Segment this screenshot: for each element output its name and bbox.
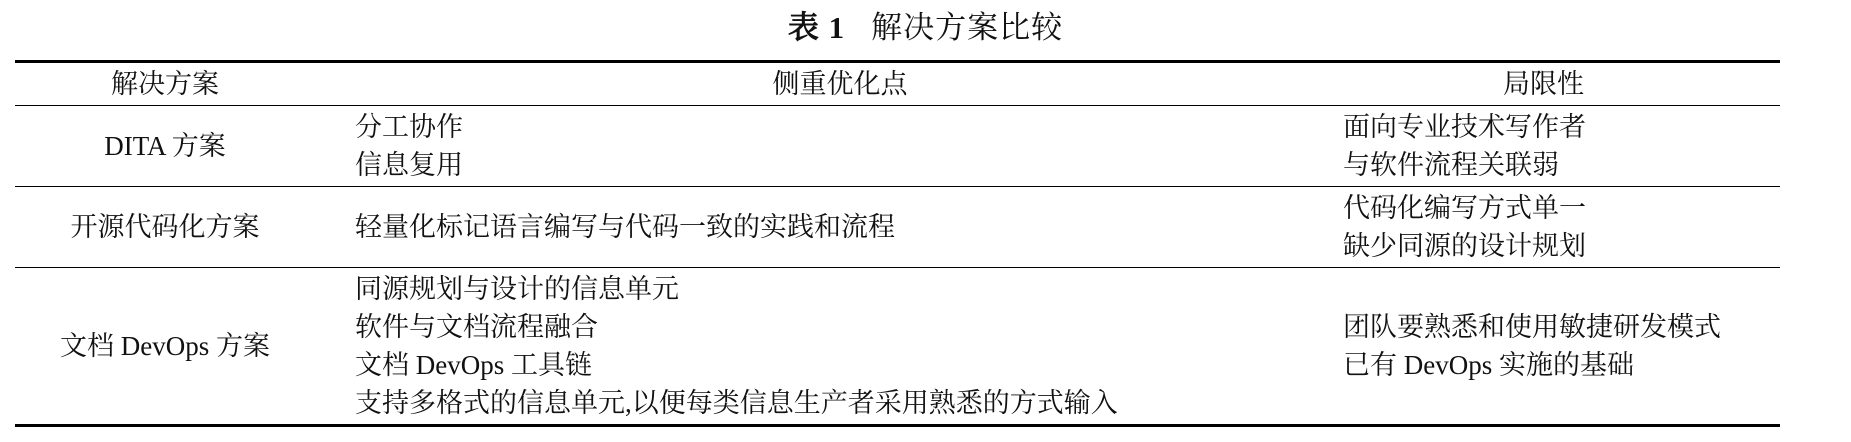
table-row-open-source: [15, 187, 1780, 268]
limitation-item: 已有 DevOps 实施的基础: [1343, 350, 1634, 380]
table-row-dita: [15, 106, 1780, 187]
cell-focus: [315, 187, 1325, 268]
limitation-item: 缺少同源的设计规划: [1343, 231, 1586, 261]
comparison-table: [15, 60, 1780, 427]
focus-item: 轻量化标记语言编写与代码一致的实践和流程: [355, 212, 895, 242]
limitation-item: 与软件流程关联弱: [1343, 150, 1559, 180]
cell-limitation: [1325, 187, 1780, 268]
cell-limitation: [1325, 106, 1780, 187]
focus-item: 信息复用: [355, 150, 463, 180]
header-limitation: 局限性: [1325, 62, 1780, 106]
focus-item: 同源规划与设计的信息单元: [355, 274, 679, 304]
header-focus: 侧重优化点: [315, 62, 1325, 106]
table-caption: [0, 6, 1851, 50]
cell-limitation: [1325, 268, 1780, 426]
focus-item: 软件与文档流程融合: [355, 312, 598, 342]
limitation-item: 代码化编写方式单一: [1343, 193, 1586, 223]
cell-solution: DITA 方案: [15, 106, 315, 187]
cell-solution: 文档 DevOps 方案: [15, 268, 315, 426]
limitation-item: 团队要熟悉和使用敏捷研发模式: [1343, 312, 1721, 342]
cell-solution: 开源代码化方案: [15, 187, 315, 268]
table-number: 表 1: [787, 10, 846, 45]
focus-item: 支持多格式的信息单元,以便每类信息生产者采用熟悉的方式输入: [355, 388, 1118, 418]
cell-focus: [315, 268, 1325, 426]
header-solution: 解决方案: [15, 62, 315, 106]
cell-focus: [315, 106, 1325, 187]
table-row-devops: [15, 268, 1780, 426]
header-row: [15, 62, 1780, 106]
table-title: 解决方案比较: [871, 10, 1064, 45]
limitation-item: 面向专业技术写作者: [1343, 112, 1586, 142]
focus-item: 分工协作: [355, 112, 463, 142]
focus-item: 文档 DevOps 工具链: [355, 350, 592, 380]
